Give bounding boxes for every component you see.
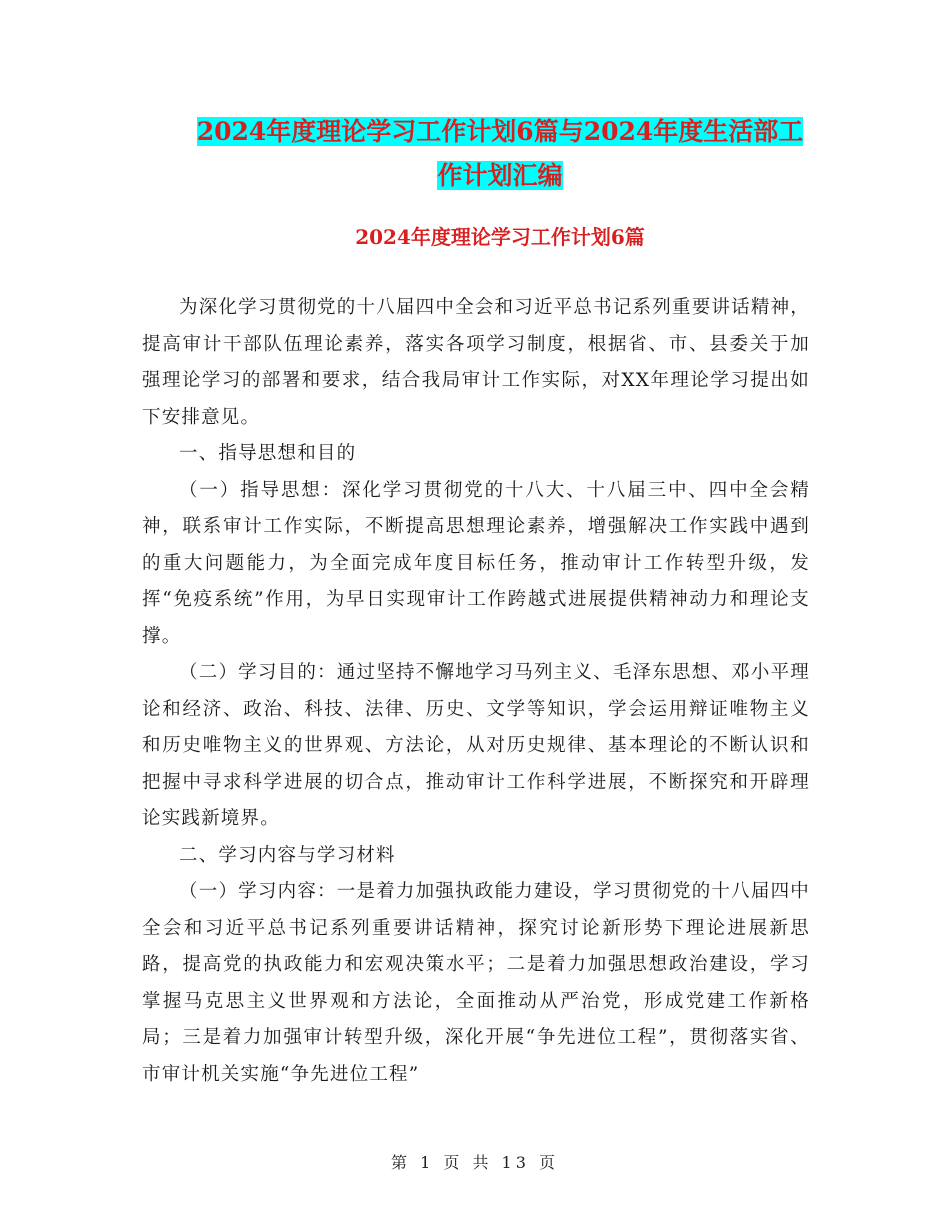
paragraph-learning-content: （一）学习内容：一是着力加强执政能力建设，学习贯彻党的十八届四中全会和习近平总书记系列重要讲话精神，探究讨论新形势下理论进展新思路，提高党的执政能力和宏观决策水平；二是着力加强思想政治建设，学习掌握马克思主义世界观和方法论，全面推动从严治党，形成党建工作新格局；三是着力加强审计转型升级，深化开展“争先进位工程”，贯彻落实省、市审计机关实施“争先进位工程” — [142, 881, 810, 1085]
paragraph-intro: 为深化学习贯彻党的十八届四中全会和习近平总书记系列重要讲话精神，提高审计干部队伍理论素养，落实各项学习制度，根据省、市、县委关于加强理论学习的部署和要求，结合我局审计工作实际，对XX年理论学习提出如下安排意见。 — [142, 297, 810, 428]
heading-guiding-thought: 一、指导思想和目的 — [179, 443, 357, 464]
paragraph-learning-purpose: （二）学习目的：通过坚持不懈地学习马列主义、毛泽东思想、邓小平理论和经济、政治、科技、法律、历史、文学等知识，学会运用辩证唯物主义和历史唯物主义的世界观、方法论，从对历史规律、基本理论的不断认识和把握中寻求科学进展的切合点，推动审计工作科学进展，不断探究和开辟理论实践新境界。 — [142, 662, 810, 829]
title-line-2: 作计划汇编 — [437, 161, 563, 190]
title-line-1: 2024年度理论学习工作计划6篇与2024年度生活部工 — [196, 117, 804, 146]
section-title: 2024年度理论学习工作计划6篇 — [355, 225, 645, 249]
paragraph-guiding-thought: （一）指导思想：深化学习贯彻党的十八大、十八届三中、四中全会精神，联系审计工作实际，不断提高思想理论素养，增强解决工作实践中遇到的重大问题能力，为全面完成年度目标任务，推动审计工作转型升级，发挥“免疫系统”作用，为早日实现审计工作跨越式进展提供精神动力和理论支撑。 — [142, 479, 810, 647]
document-title — [140, 110, 860, 198]
body-text — [142, 290, 810, 1093]
page-footer: 第 1 页 共 13 页 — [391, 1153, 559, 1172]
heading-learning-content: 二、学习内容与学习材料 — [179, 844, 396, 866]
